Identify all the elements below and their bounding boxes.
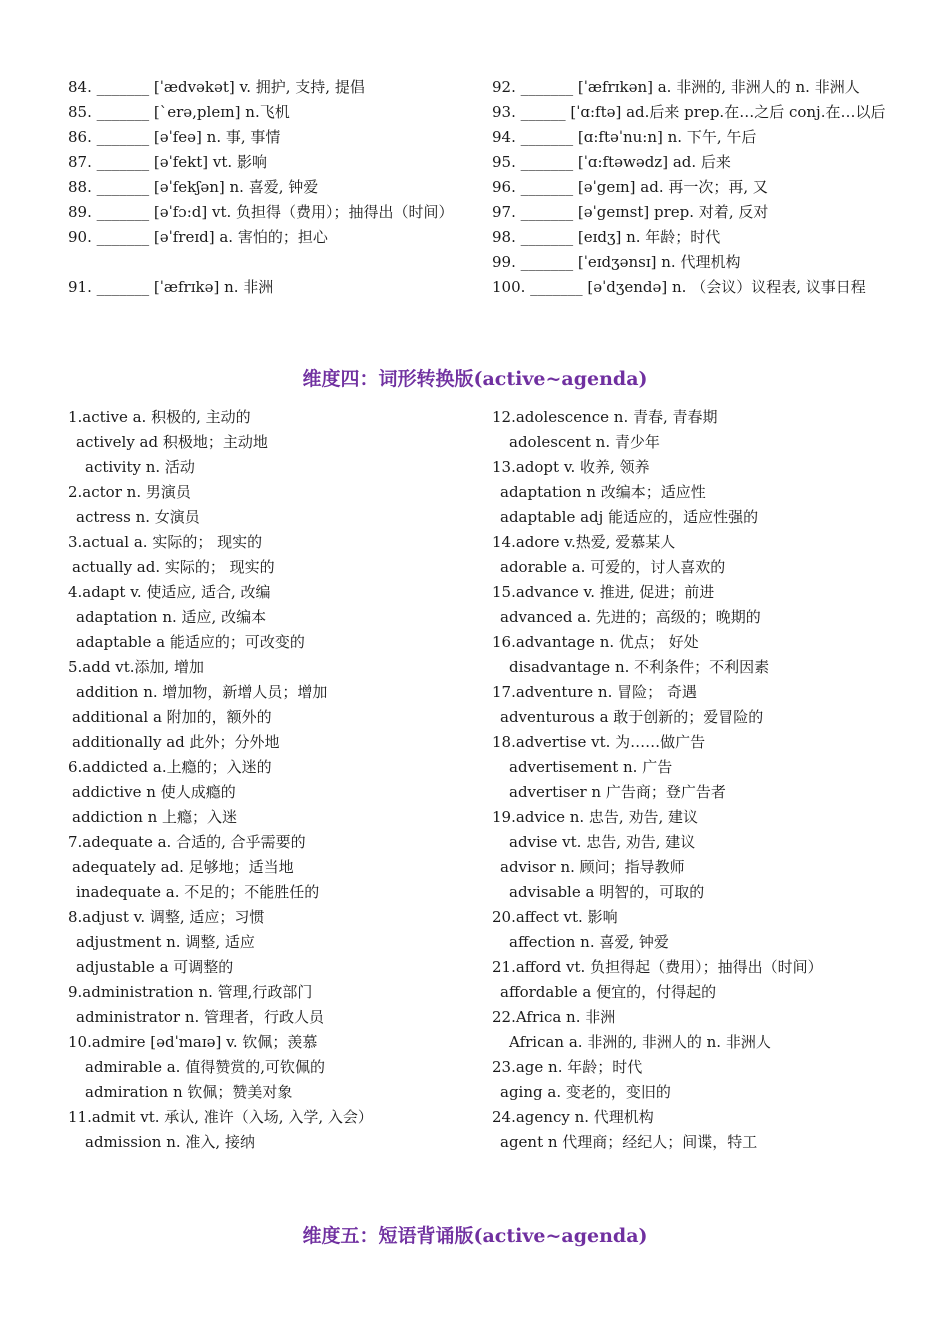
section-4-title: 维度四：词形转换版(active~agenda) — [302, 368, 648, 390]
entry-derivative: African a. 非洲的, 非洲人的 n. 非洲人 — [509, 1033, 771, 1051]
entry-headword: 15.advance v. 推进, 促进；前进 — [492, 583, 715, 601]
vocab-spacer — [68, 250, 468, 275]
entry-derivative: advise vt. 忠告, 劝告, 建议 — [509, 833, 696, 851]
vocab-item-86: 86. _______ [əˈfeə] n. 事, 事情 — [68, 128, 281, 146]
entry-derivative: affection n. 喜爱, 钟爱 — [509, 933, 669, 951]
entry-derivative: additionally ad 此外；分外地 — [72, 733, 280, 751]
entry-derivative: actively ad 积极地；主动地 — [76, 433, 268, 451]
entry-headword: 3.actual a. 实际的； 现实的 — [68, 533, 263, 551]
vocab-item-94: 94. _______ [ɑ:ftəˈnu:n] n. 下午, 午后 — [492, 128, 757, 146]
entry-derivative: additional a 附加的，额外的 — [72, 708, 272, 726]
vocab-item-99: 99. _______ [ˈeɪdʒənsɪ] n. 代理机构 — [492, 253, 741, 271]
entry-derivative: agent n 代理商；经纪人；间谍，特工 — [500, 1133, 758, 1151]
entry-derivative: addictive n 使人成瘾的 — [72, 783, 236, 801]
entry-headword: 11.admit vt. 承认, 准许（入场, 入学, 入会） — [68, 1108, 373, 1126]
entry-headword: 13.adopt v. 收养, 领养 — [492, 458, 650, 476]
entry-derivative: adorable a. 可爱的，讨人喜欢的 — [500, 558, 726, 576]
entry-derivative: admiration n 钦佩；赞美对象 — [85, 1083, 293, 1101]
entry-derivative: adequately ad. 足够地；适当地 — [72, 858, 294, 876]
entry-headword: 23.age n. 年龄；时代 — [492, 1058, 643, 1076]
entry-derivative: addition n. 增加物，新增人员；增加 — [76, 683, 328, 701]
entry-headword: 20.affect vt. 影响 — [492, 908, 618, 926]
entry-derivative: adaptation n 改编本；适应性 — [500, 483, 706, 501]
entry-derivative: adaptable a 能适应的；可改变的 — [76, 633, 305, 651]
entry-derivative: adjustment n. 调整, 适应 — [76, 933, 255, 951]
vocab-item-100: 100. _______ [əˈdʒendə] n. （会议）议程表, 议事日程 — [492, 278, 866, 296]
vocab-item-89: 89. _______ [əˈfɔ:d] vt. 负担得（费用）；抽得出（时间） — [68, 203, 454, 221]
word-forms-right — [492, 405, 887, 1155]
entry-derivative: actually ad. 实际的； 现实的 — [72, 558, 275, 576]
entry-derivative: advertisement n. 广告 — [509, 758, 673, 776]
entry-derivative: inadequate a. 不足的；不能胜任的 — [76, 883, 320, 901]
entry-derivative: advertiser n 广告商；登广告者 — [509, 783, 726, 801]
entry-headword: 1.active a. 积极的, 主动的 — [68, 408, 251, 426]
entry-derivative: affordable a 便宜的，付得起的 — [500, 983, 717, 1001]
entry-derivative: admirable a. 值得赞赏的,可钦佩的 — [85, 1058, 325, 1076]
entry-derivative: disadvantage n. 不利条件；不利因素 — [509, 658, 770, 676]
entry-headword: 6.addicted a.上瘾的；入迷的 — [68, 758, 272, 776]
entry-headword: 4.adapt v. 使适应, 适合, 改编 — [68, 583, 271, 601]
entry-headword: 18.advertise vt. 为……做广告 — [492, 733, 706, 751]
entry-derivative: adaptation n. 适应, 改编本 — [76, 608, 267, 626]
vocab-item-85: 85. _______ [ˋerə,pleɪn] n.飞机 — [68, 103, 290, 121]
vocab-item-91: 91. _______ [ˈæfrɪkə] n. 非洲 — [68, 278, 274, 296]
vocab-item-90: 90. _______ [əˈfreɪd] a. 害怕的；担心 — [68, 228, 328, 246]
entry-derivative: advisor n. 顾问；指导教师 — [500, 858, 685, 876]
entry-headword: 19.advice n. 忠告, 劝告, 建议 — [492, 808, 698, 826]
entry-headword: 7.adequate a. 合适的, 合乎需要的 — [68, 833, 306, 851]
entry-headword: 14.adore v.热爱, 爱慕某人 — [492, 533, 676, 551]
entry-headword: 5.add vt.添加, 增加 — [68, 658, 205, 676]
entry-derivative: admission n. 准入, 接纳 — [85, 1133, 255, 1151]
entry-headword: 12.adolescence n. 青春, 青春期 — [492, 408, 718, 426]
entry-derivative: actress n. 女演员 — [76, 508, 200, 526]
entry-headword: 2.actor n. 男演员 — [68, 483, 191, 501]
entry-derivative: adjustable a 可调整的 — [76, 958, 234, 976]
entry-headword: 22.Africa n. 非洲 — [492, 1008, 616, 1026]
section-5-title: 维度五：短语背诵版(active~agenda) — [302, 1225, 648, 1247]
entry-headword: 21.afford vt. 负担得起（费用）；抽得出（时间） — [492, 958, 823, 976]
vocab-item-93: 93. ______ [ˈɑ:ftə] ad.后来 prep.在…之后 conj.在…以后 — [492, 103, 886, 121]
vocab-item-98: 98. _______ [eɪdʒ] n. 年龄；时代 — [492, 228, 721, 246]
entry-derivative: administrator n. 管理者，行政人员 — [76, 1008, 325, 1026]
entry-headword: 9.administration n. 管理,行政部门 — [68, 983, 313, 1001]
entry-derivative: aging a. 变老的，变旧的 — [500, 1083, 671, 1101]
vocab-list-left — [68, 75, 468, 300]
vocab-item-88: 88. _______ [əˈfekʃən] n. 喜爱, 钟爱 — [68, 178, 319, 196]
entry-derivative: advanced a. 先进的；高级的；晚期的 — [500, 608, 761, 626]
vocab-item-95: 95. _______ [ˈɑ:ftəwədz] ad. 后来 — [492, 153, 731, 171]
entry-headword: 16.advantage n. 优点； 好处 — [492, 633, 699, 651]
entry-derivative: activity n. 活动 — [85, 458, 195, 476]
vocab-item-97: 97. _______ [əˈgeɪnst] prep. 对着, 反对 — [492, 203, 769, 221]
entry-headword: 24.agency n. 代理机构 — [492, 1108, 654, 1126]
entry-derivative: addiction n 上瘾；入迷 — [72, 808, 238, 826]
entry-derivative: adventurous a 敢于创新的；爱冒险的 — [500, 708, 764, 726]
vocab-item-92: 92. _______ [ˈæfrɪkən] a. 非洲的, 非洲人的 n. 非洲人 — [492, 78, 860, 96]
vocab-item-87: 87. _______ [əˈfekt] vt. 影响 — [68, 153, 267, 171]
word-forms-left — [68, 405, 468, 1155]
entry-derivative: advisable a 明智的，可取的 — [509, 883, 705, 901]
entry-derivative: adolescent n. 青少年 — [509, 433, 660, 451]
entry-headword: 8.adjust v. 调整, 适应；习惯 — [68, 908, 265, 926]
vocab-item-96: 96. _______ [əˈgeɪn] ad. 再一次；再, 又 — [492, 178, 768, 196]
vocab-item-84: 84. _______ [ˈædvəkət] v. 拥护, 支持, 提倡 — [68, 78, 365, 96]
entry-headword: 17.adventure n. 冒险； 奇遇 — [492, 683, 697, 701]
vocab-list-right — [492, 75, 887, 300]
entry-derivative: adaptable adj 能适应的，适应性强的 — [500, 508, 759, 526]
entry-headword: 10.admire [ədˈmaɪə] v. 钦佩；羡慕 — [68, 1033, 318, 1051]
